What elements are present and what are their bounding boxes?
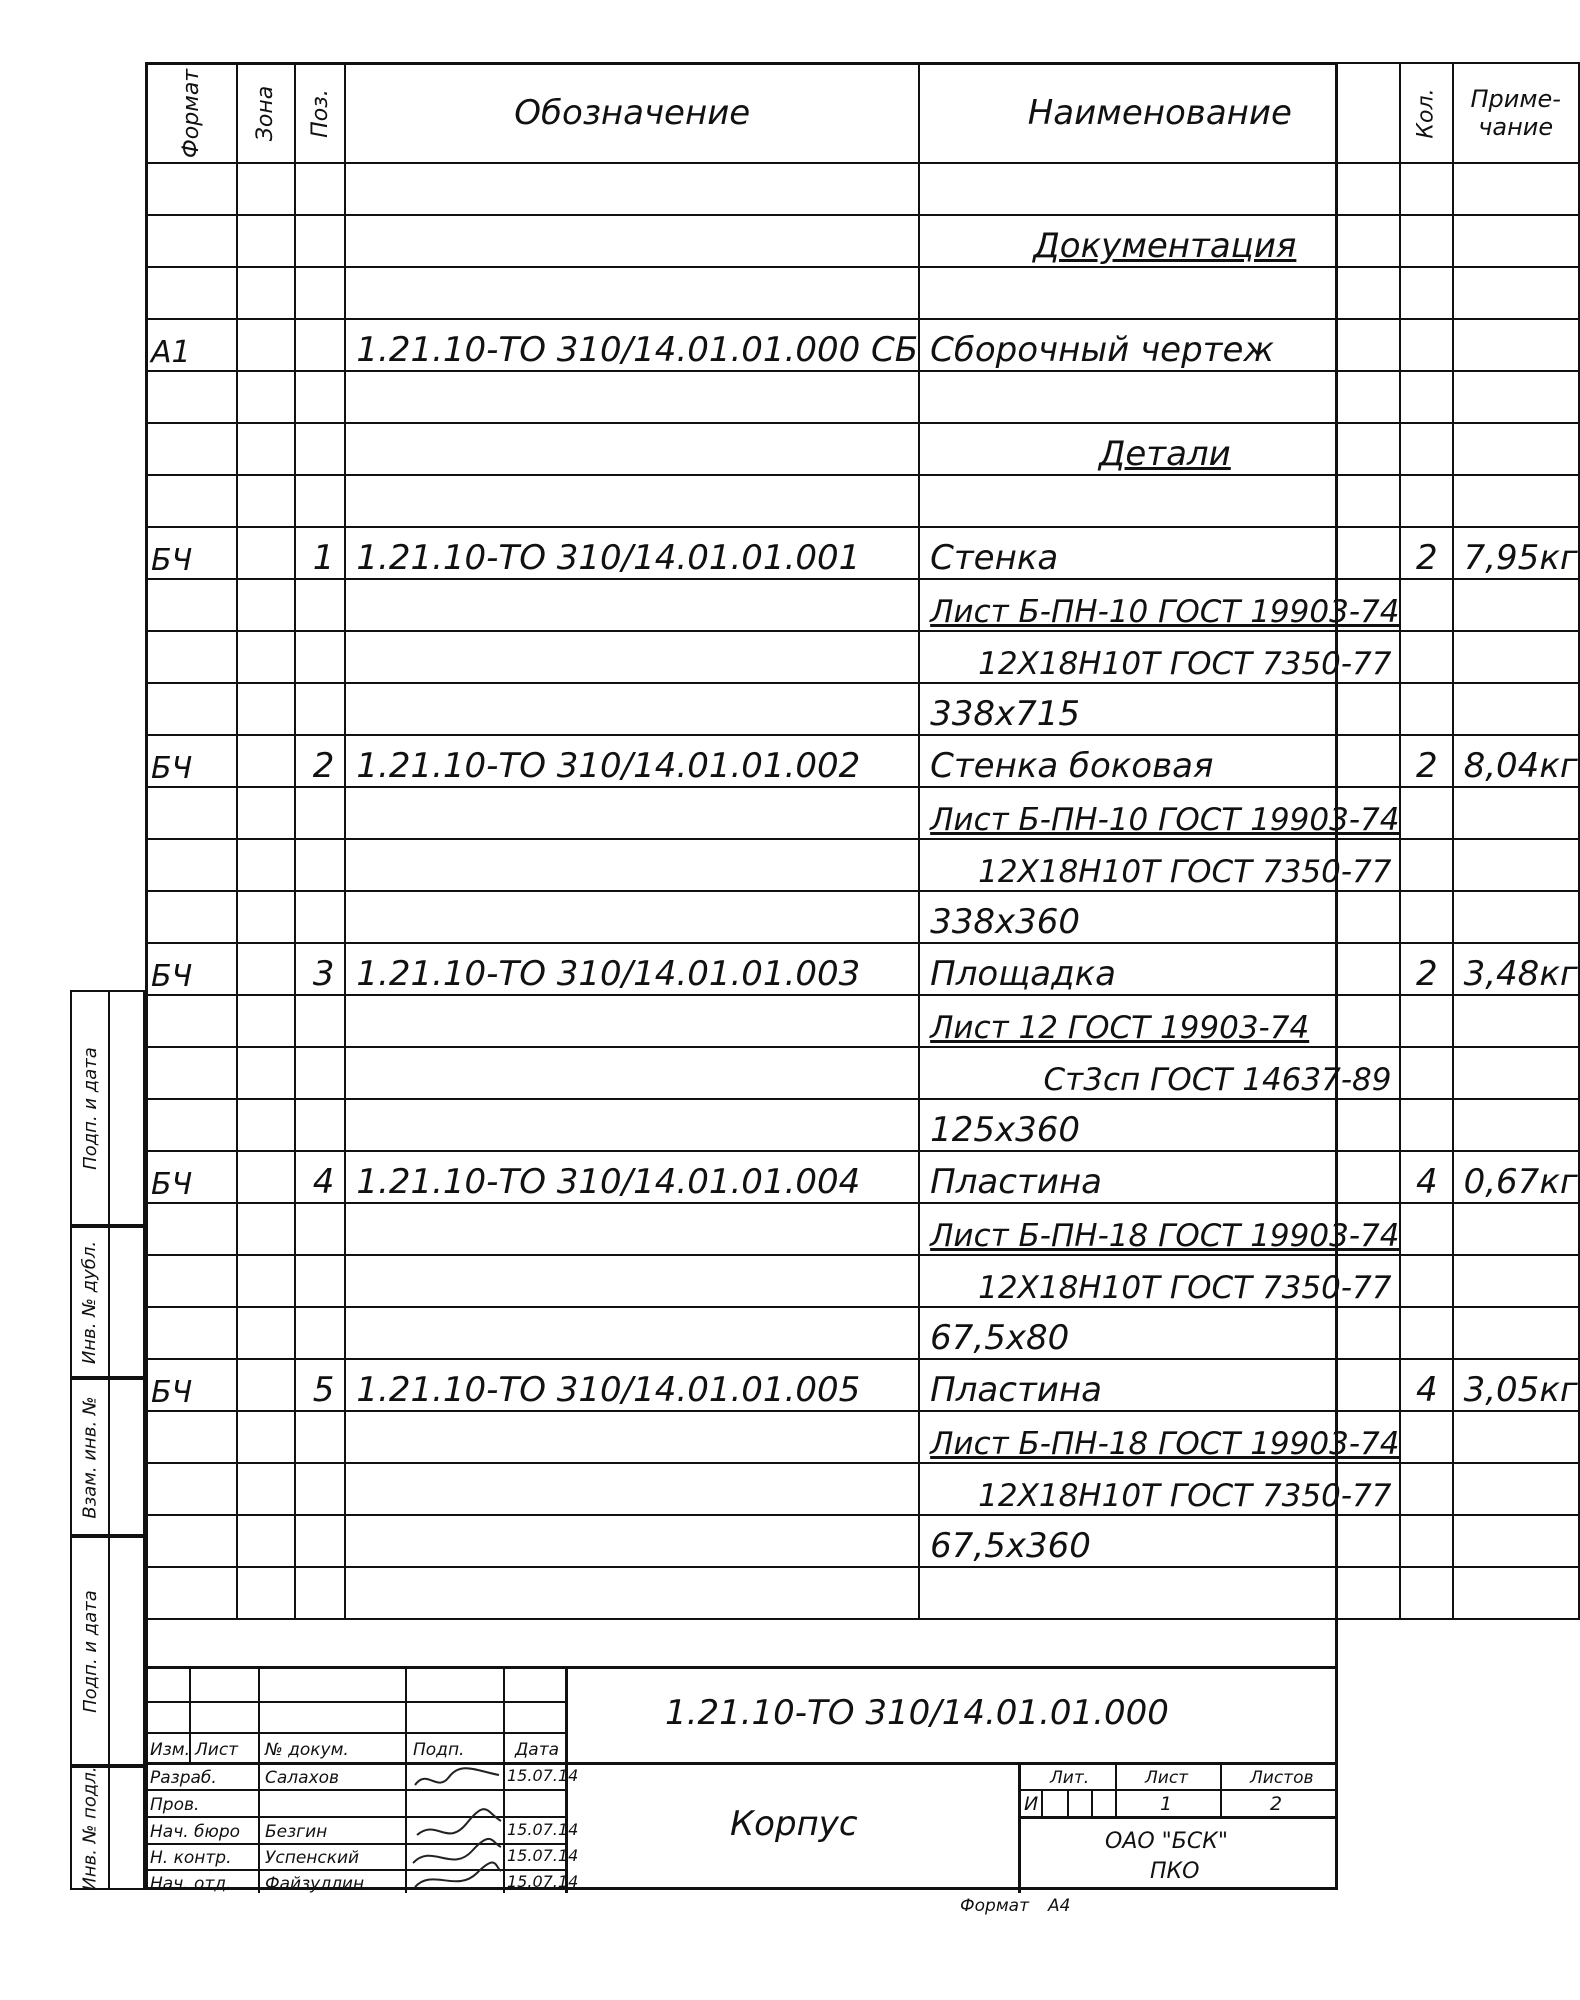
quantity-cell: 2 [1400, 943, 1452, 995]
note-cell [1453, 1203, 1579, 1255]
position-cell [295, 683, 346, 735]
name-cell: Лист Б-ПН-18 ГОСТ 19903-74 [919, 1203, 1400, 1255]
format-cell [146, 579, 237, 631]
format-cell: БЧ [146, 943, 237, 995]
lit-value: И [1024, 1793, 1039, 1815]
quantity-cell: 2 [1400, 735, 1452, 787]
position-cell: 5 [295, 1359, 346, 1411]
sheets-label: Листов [1250, 1768, 1314, 1788]
position-cell [295, 1255, 346, 1307]
note-cell [1453, 1047, 1579, 1099]
col-list-label: Лист [195, 1740, 239, 1760]
side-label: Подп. и дата [79, 1046, 101, 1170]
position-cell: 2 [295, 735, 346, 787]
note-cell [1453, 1411, 1579, 1463]
position-cell [295, 995, 346, 1047]
designation-cell [345, 163, 919, 215]
name-dept-head: Файзуллин [265, 1874, 365, 1894]
position-cell: 4 [295, 1151, 346, 1203]
name-cell: Сборочный чертеж [919, 319, 1400, 371]
note-cell: 0,67кг [1453, 1151, 1579, 1203]
format-cell [146, 891, 237, 943]
designation-cell [345, 423, 919, 475]
name-cell [919, 163, 1400, 215]
designation-cell [345, 787, 919, 839]
zone-cell [237, 215, 294, 267]
name-cell [919, 267, 1400, 319]
role-norm-control: Н. контр. [150, 1848, 232, 1868]
name-norm-control: Успенский [265, 1848, 360, 1868]
table-row [146, 1255, 1579, 1307]
quantity-cell: 4 [1400, 1359, 1452, 1411]
quantity-cell [1400, 371, 1452, 423]
designation-cell [345, 1099, 919, 1151]
zone-cell [237, 735, 294, 787]
name-cell: Лист 12 ГОСТ 19903-74 [919, 995, 1400, 1047]
format-cell [146, 215, 237, 267]
position-cell [295, 1099, 346, 1151]
position-cell [295, 1463, 346, 1515]
note-cell [1453, 1255, 1579, 1307]
name-cell: 12Х18Н10Т ГОСТ 7350-77 [919, 631, 1400, 683]
table-row [146, 1307, 1579, 1359]
quantity-cell [1400, 267, 1452, 319]
zone-cell [237, 267, 294, 319]
role-developer: Разраб. [150, 1768, 217, 1788]
lit-label: Лит. [1050, 1768, 1090, 1788]
designation-cell [345, 1047, 919, 1099]
note-cell [1453, 371, 1579, 423]
header-zone: Зона [237, 63, 294, 163]
designation-cell [345, 215, 919, 267]
quantity-cell [1400, 1567, 1452, 1619]
date-developer: 15.07.14 [507, 1766, 579, 1785]
role-checker: Пров. [150, 1795, 200, 1815]
name-developer: Салахов [265, 1768, 340, 1788]
format-cell [146, 683, 237, 735]
quantity-cell [1400, 891, 1452, 943]
position-cell [295, 579, 346, 631]
table-row [146, 891, 1579, 943]
name-cell: Документация [919, 215, 1400, 267]
format-cell [146, 1255, 237, 1307]
note-cell: 8,04кг [1453, 735, 1579, 787]
table-row [146, 1099, 1579, 1151]
name-cell: Стенка [919, 527, 1400, 579]
name-cell [919, 371, 1400, 423]
format-cell: БЧ [146, 527, 237, 579]
position-cell [295, 891, 346, 943]
zone-cell [237, 423, 294, 475]
designation-cell [345, 1203, 919, 1255]
designation-cell [345, 1307, 919, 1359]
header-pos: Поз. [295, 63, 346, 163]
sheet-value: 1 [1160, 1793, 1173, 1815]
zone-cell [237, 1047, 294, 1099]
table-row [146, 683, 1579, 735]
zone-cell [237, 579, 294, 631]
quantity-cell [1400, 1307, 1452, 1359]
header-qty: Кол. [1400, 63, 1452, 163]
table-row [146, 1411, 1579, 1463]
quantity-cell: 4 [1400, 1151, 1452, 1203]
name-cell: Детали [919, 423, 1400, 475]
position-cell [295, 1567, 346, 1619]
name-cell: Пластина [919, 1359, 1400, 1411]
zone-cell [237, 1203, 294, 1255]
side-label: Взам. инв. № [79, 1395, 101, 1519]
name-cell: Стенка боковая [919, 735, 1400, 787]
name-cell: Ст3сп ГОСТ 14637-89 [919, 1047, 1400, 1099]
position-cell: 3 [295, 943, 346, 995]
note-cell [1453, 1463, 1579, 1515]
quantity-cell [1400, 1203, 1452, 1255]
designation-cell: 1.21.10-ТО 310/14.01.01.000 СБ [345, 319, 919, 371]
role-dept-head: Нач. отд. [150, 1874, 232, 1894]
quantity-cell [1400, 1255, 1452, 1307]
quantity-cell [1400, 579, 1452, 631]
header-designation: Обозначение [345, 63, 919, 163]
note-cell [1453, 267, 1579, 319]
note-cell [1453, 1307, 1579, 1359]
name-cell: 67,5х360 [919, 1515, 1400, 1567]
format-cell: А1 [146, 319, 237, 371]
table-row [146, 1151, 1579, 1203]
name-cell: Лист Б-ПН-18 ГОСТ 19903-74 [919, 1411, 1400, 1463]
org-dept: ПКО [1150, 1859, 1200, 1884]
designation-cell: 1.21.10-ТО 310/14.01.01.002 [345, 735, 919, 787]
quantity-cell [1400, 1099, 1452, 1151]
side-inv-podl [70, 1766, 145, 1890]
format-label: Формат [960, 1896, 1029, 1916]
quantity-cell [1400, 839, 1452, 891]
position-cell [295, 475, 346, 527]
position-cell [295, 163, 346, 215]
zone-cell [237, 1463, 294, 1515]
side-inv-dubl [70, 1226, 145, 1378]
quantity-cell [1400, 683, 1452, 735]
quantity-cell [1400, 995, 1452, 1047]
table-row [146, 1463, 1579, 1515]
role-bureau-head: Нач. бюро [150, 1822, 241, 1842]
format-cell [146, 267, 237, 319]
format-cell [146, 1515, 237, 1567]
note-cell [1453, 475, 1579, 527]
zone-cell [237, 1099, 294, 1151]
position-cell [295, 1515, 346, 1567]
designation-cell [345, 1463, 919, 1515]
name-cell [919, 475, 1400, 527]
quantity-cell [1400, 1411, 1452, 1463]
name-cell: 12Х18Н10Т ГОСТ 7350-77 [919, 1463, 1400, 1515]
sheet-label: Лист [1145, 1768, 1189, 1788]
zone-cell [237, 839, 294, 891]
quantity-cell [1400, 787, 1452, 839]
zone-cell [237, 163, 294, 215]
quantity-cell [1400, 163, 1452, 215]
zone-cell [237, 995, 294, 1047]
quantity-cell [1400, 475, 1452, 527]
quantity-cell [1400, 1047, 1452, 1099]
doc-name: Корпус [730, 1804, 858, 1844]
zone-cell [237, 371, 294, 423]
position-cell [295, 267, 346, 319]
zone-cell [237, 891, 294, 943]
format-cell [146, 475, 237, 527]
org-name: ОАО "БСК" [1105, 1829, 1228, 1854]
zone-cell [237, 475, 294, 527]
designation-cell [345, 475, 919, 527]
table-row [146, 839, 1579, 891]
name-cell: 67,5х80 [919, 1307, 1400, 1359]
name-cell: 338х715 [919, 683, 1400, 735]
format-cell [146, 995, 237, 1047]
table-row [146, 371, 1579, 423]
position-cell [295, 1411, 346, 1463]
col-date-label: Дата [515, 1740, 560, 1760]
position-cell [295, 787, 346, 839]
designation-cell: 1.21.10-ТО 310/14.01.01.001 [345, 527, 919, 579]
specification-table [145, 62, 1580, 1620]
table-row [146, 787, 1579, 839]
table-row [146, 267, 1579, 319]
name-cell: Площадка [919, 943, 1400, 995]
note-cell: 3,48кг [1453, 943, 1579, 995]
quantity-cell [1400, 215, 1452, 267]
note-cell [1453, 839, 1579, 891]
format-cell [146, 423, 237, 475]
date-dept-head: 15.07.14 [507, 1872, 579, 1891]
format-cell: БЧ [146, 1151, 237, 1203]
note-cell [1453, 1567, 1579, 1619]
zone-cell [237, 527, 294, 579]
position-cell [295, 423, 346, 475]
side-label: Инв. № дубл. [79, 1240, 101, 1364]
header-note: Приме- чание [1453, 63, 1579, 163]
format-cell [146, 1203, 237, 1255]
designation-cell [345, 891, 919, 943]
side-sign-date-2 [70, 1536, 145, 1766]
table-row [146, 1567, 1579, 1619]
quantity-cell [1400, 319, 1452, 371]
format-cell [146, 371, 237, 423]
zone-cell [237, 1567, 294, 1619]
quantity-cell [1400, 1515, 1452, 1567]
zone-cell [237, 1411, 294, 1463]
position-cell [295, 1307, 346, 1359]
note-cell [1453, 995, 1579, 1047]
header-format: Формат [146, 63, 237, 163]
col-izm-label: Изм. [150, 1740, 190, 1760]
zone-cell [237, 1359, 294, 1411]
name-cell: 338х360 [919, 891, 1400, 943]
designation-cell [345, 371, 919, 423]
format-cell [146, 1567, 237, 1619]
format-cell [146, 1307, 237, 1359]
designation-cell [345, 683, 919, 735]
format-cell [146, 1047, 237, 1099]
table-row [146, 995, 1579, 1047]
signatures-image [407, 1763, 503, 1893]
note-cell [1453, 1515, 1579, 1567]
note-cell [1453, 163, 1579, 215]
designation-cell: 1.21.10-ТО 310/14.01.01.003 [345, 943, 919, 995]
designation-cell [345, 995, 919, 1047]
table-row [146, 163, 1579, 215]
designation-cell [345, 1411, 919, 1463]
designation-cell [345, 1567, 919, 1619]
position-cell [295, 215, 346, 267]
format-cell [146, 1463, 237, 1515]
format-cell: БЧ [146, 1359, 237, 1411]
name-cell: 12Х18Н10Т ГОСТ 7350-77 [919, 839, 1400, 891]
date-norm-control: 15.07.14 [507, 1846, 579, 1865]
position-cell [295, 631, 346, 683]
format-cell [146, 839, 237, 891]
side-label: Инв. № подл. [79, 1765, 101, 1891]
format-cell [146, 1099, 237, 1151]
table-row [146, 631, 1579, 683]
zone-cell [237, 1515, 294, 1567]
designation-cell [345, 1515, 919, 1567]
designation-cell [345, 1255, 919, 1307]
designation-cell [345, 267, 919, 319]
table-row [146, 943, 1579, 995]
sheets-value: 2 [1270, 1793, 1283, 1815]
note-cell [1453, 319, 1579, 371]
table-row [146, 1047, 1579, 1099]
side-label: Подп. и дата [79, 1589, 101, 1713]
note-cell [1453, 787, 1579, 839]
format-cell [146, 1411, 237, 1463]
zone-cell [237, 1307, 294, 1359]
designation-cell [345, 631, 919, 683]
name-cell: Лист Б-ПН-10 ГОСТ 19903-74 [919, 787, 1400, 839]
note-cell [1453, 215, 1579, 267]
table-row [146, 423, 1579, 475]
table-row [146, 1515, 1579, 1567]
side-sign-date-1 [70, 990, 145, 1226]
position-cell [295, 371, 346, 423]
position-cell [295, 319, 346, 371]
doc-designation: 1.21.10-ТО 310/14.01.01.000 [665, 1693, 1169, 1733]
zone-cell [237, 1255, 294, 1307]
designation-cell: 1.21.10-ТО 310/14.01.01.005 [345, 1359, 919, 1411]
table-row [146, 579, 1579, 631]
format-cell [146, 163, 237, 215]
note-cell [1453, 631, 1579, 683]
table-row [146, 527, 1579, 579]
format-cell: БЧ [146, 735, 237, 787]
table-header-row [146, 63, 1579, 163]
header-name: Наименование [919, 63, 1400, 163]
name-bureau-head: Безгин [265, 1822, 328, 1842]
table-row [146, 1359, 1579, 1411]
note-cell [1453, 683, 1579, 735]
note-cell: 3,05кг [1453, 1359, 1579, 1411]
name-cell: 12Х18Н10Т ГОСТ 7350-77 [919, 1255, 1400, 1307]
title-block [145, 1666, 1338, 1893]
note-cell [1453, 891, 1579, 943]
quantity-cell: 2 [1400, 527, 1452, 579]
table-row [146, 1203, 1579, 1255]
zone-cell [237, 1151, 294, 1203]
format-cell [146, 787, 237, 839]
designation-cell [345, 839, 919, 891]
position-cell [295, 1047, 346, 1099]
designation-cell [345, 579, 919, 631]
table-row [146, 319, 1579, 371]
format-cell [146, 631, 237, 683]
table-row [146, 735, 1579, 787]
name-cell: 125х360 [919, 1099, 1400, 1151]
zone-cell [237, 683, 294, 735]
col-sign-label: Подп. [413, 1740, 465, 1760]
zone-cell [237, 787, 294, 839]
name-cell [919, 1567, 1400, 1619]
note-cell [1453, 423, 1579, 475]
note-cell [1453, 579, 1579, 631]
table-row [146, 475, 1579, 527]
date-bureau-head: 15.07.14 [507, 1820, 579, 1839]
position-cell: 1 [295, 527, 346, 579]
position-cell [295, 1203, 346, 1255]
side-vzam-inv [70, 1378, 145, 1536]
note-cell [1453, 1099, 1579, 1151]
zone-cell [237, 319, 294, 371]
name-cell: Лист Б-ПН-10 ГОСТ 19903-74 [919, 579, 1400, 631]
format-value: А4 [1048, 1896, 1071, 1916]
quantity-cell [1400, 423, 1452, 475]
zone-cell [237, 631, 294, 683]
quantity-cell [1400, 631, 1452, 683]
zone-cell [237, 943, 294, 995]
note-cell: 7,95кг [1453, 527, 1579, 579]
name-cell: Пластина [919, 1151, 1400, 1203]
position-cell [295, 839, 346, 891]
table-row [146, 215, 1579, 267]
designation-cell: 1.21.10-ТО 310/14.01.01.004 [345, 1151, 919, 1203]
col-doc-label: № докум. [265, 1740, 349, 1760]
quantity-cell [1400, 1463, 1452, 1515]
